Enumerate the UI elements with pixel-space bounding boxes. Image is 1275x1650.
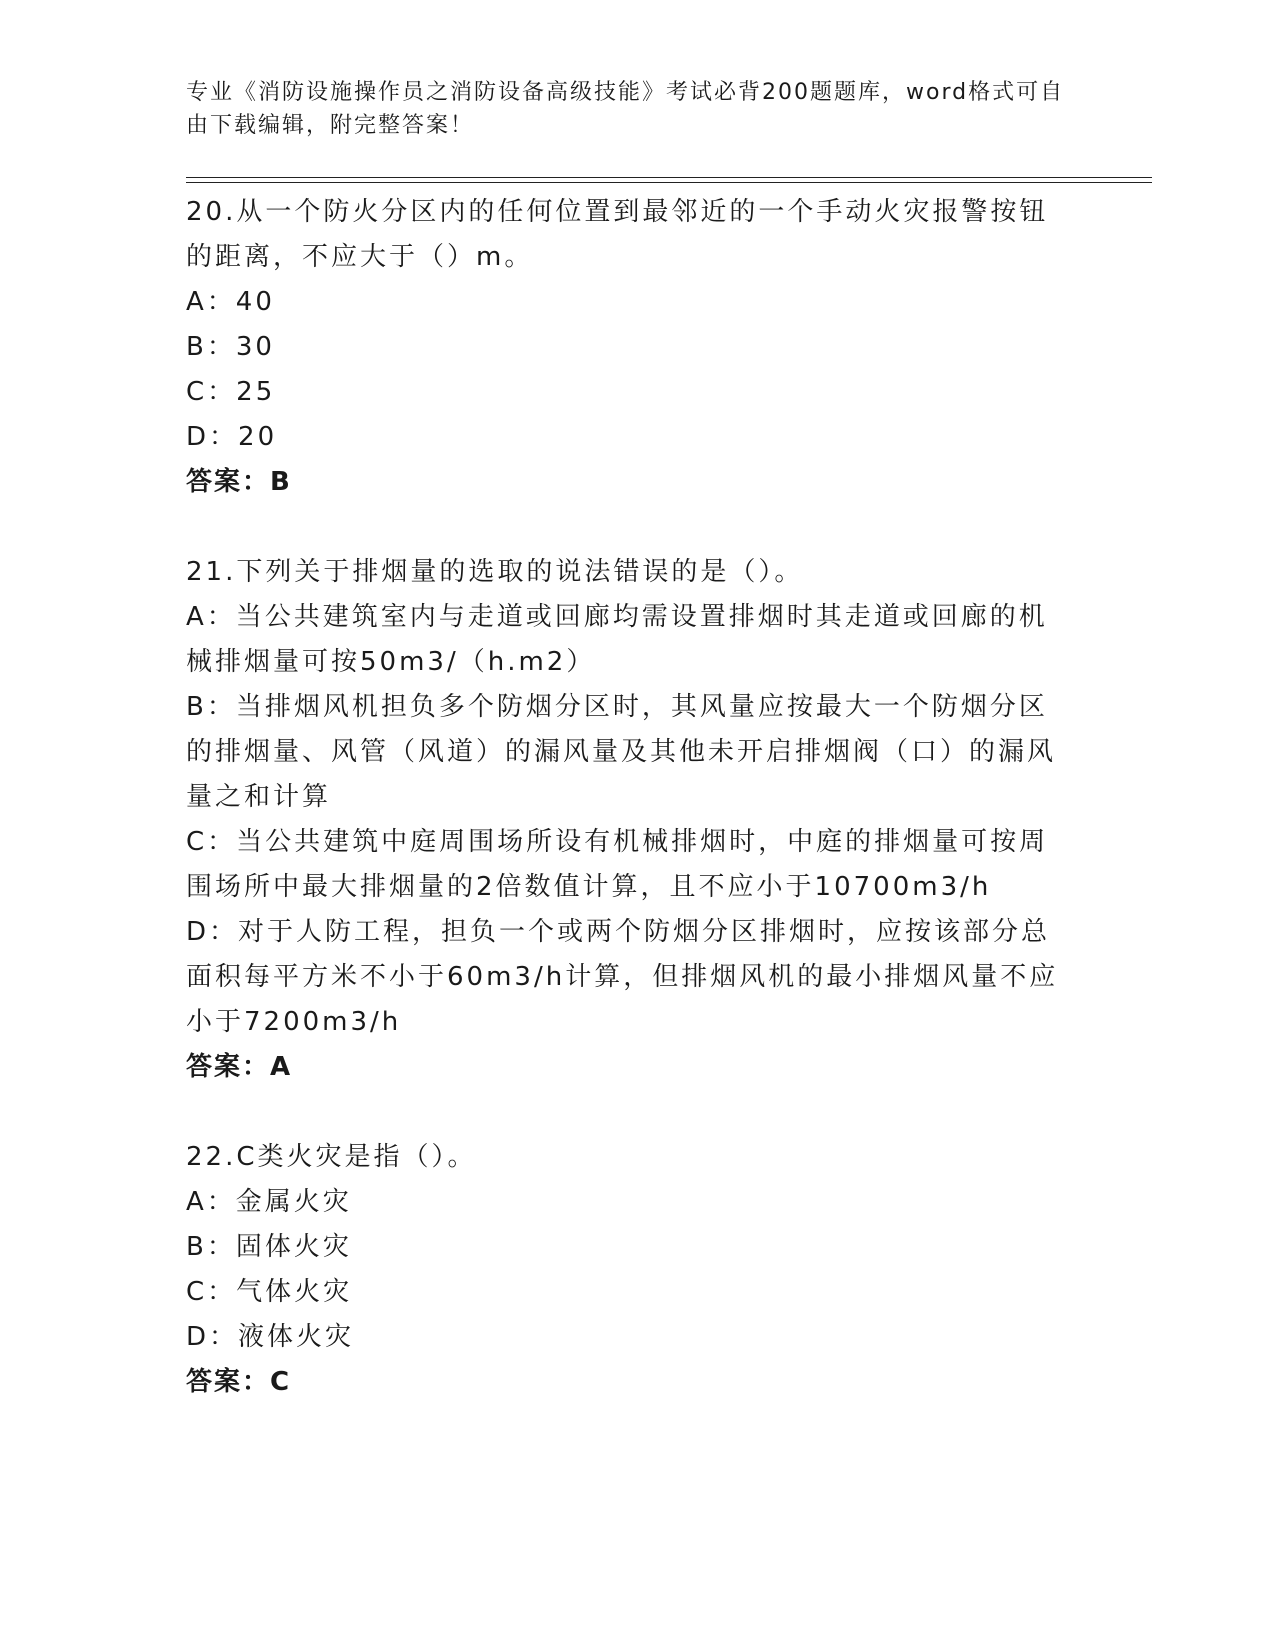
option-a: A：40 <box>186 287 275 317</box>
option-c: C：气体火灾 <box>186 1277 353 1307</box>
option-a: A：金属火灾 <box>186 1187 352 1217</box>
document-header: 专业《消防设施操作员之消防设备高级技能》考试必背200题题库，word格式可自由下载编辑，附完整答案！ <box>186 80 1065 138</box>
header-divider-bottom <box>186 182 1152 183</box>
question-list <box>186 190 1076 1450</box>
option-d: D：对于人防工程，担负一个或两个防烟分区排烟时，应按该部分总面积每平方米不小于60m3/h计算，但排烟风机的最小排烟风量不应小于7200m3/h <box>186 917 1059 1037</box>
option-b: B：当排烟风机担负多个防烟分区时，其风量应按最大一个防烟分区的排烟量、风管（风道）的漏风量及其他未开启排烟阀（口）的漏风量之和计算 <box>186 692 1057 812</box>
option-d: D：液体火灾 <box>186 1322 355 1352</box>
header-divider-top <box>186 177 1152 178</box>
question-stem: 22.C类火灾是指（）。 <box>186 1142 477 1172</box>
option-a: A：当公共建筑室内与走道或回廊均需设置排烟时其走道或回廊的机械排烟量可按50m3/（h.m2） <box>186 602 1048 677</box>
option-c: C：当公共建筑中庭周围场所设有机械排烟时，中庭的排烟量可按周围场所中最大排烟量的2倍数值计算，且不应小于10700m3/h <box>186 827 1049 902</box>
answer-line: 答案：C <box>186 1367 292 1397</box>
option-b: B：30 <box>186 332 275 362</box>
question-stem: 20.从一个防火分区内的任何位置到最邻近的一个手动火灾报警按钮的距离，不应大于（）m。 <box>186 197 1049 272</box>
option-c: C：25 <box>186 377 276 407</box>
question-22 <box>186 1135 1076 1405</box>
answer-line: 答案：B <box>186 467 292 497</box>
question-stem: 21.下列关于排烟量的选取的说法错误的是（）。 <box>186 557 804 587</box>
answer-line: 答案：A <box>186 1052 293 1082</box>
question-21 <box>186 550 1076 1090</box>
option-b: B：固体火灾 <box>186 1232 352 1262</box>
option-d: D：20 <box>186 422 278 452</box>
question-20 <box>186 190 1076 505</box>
